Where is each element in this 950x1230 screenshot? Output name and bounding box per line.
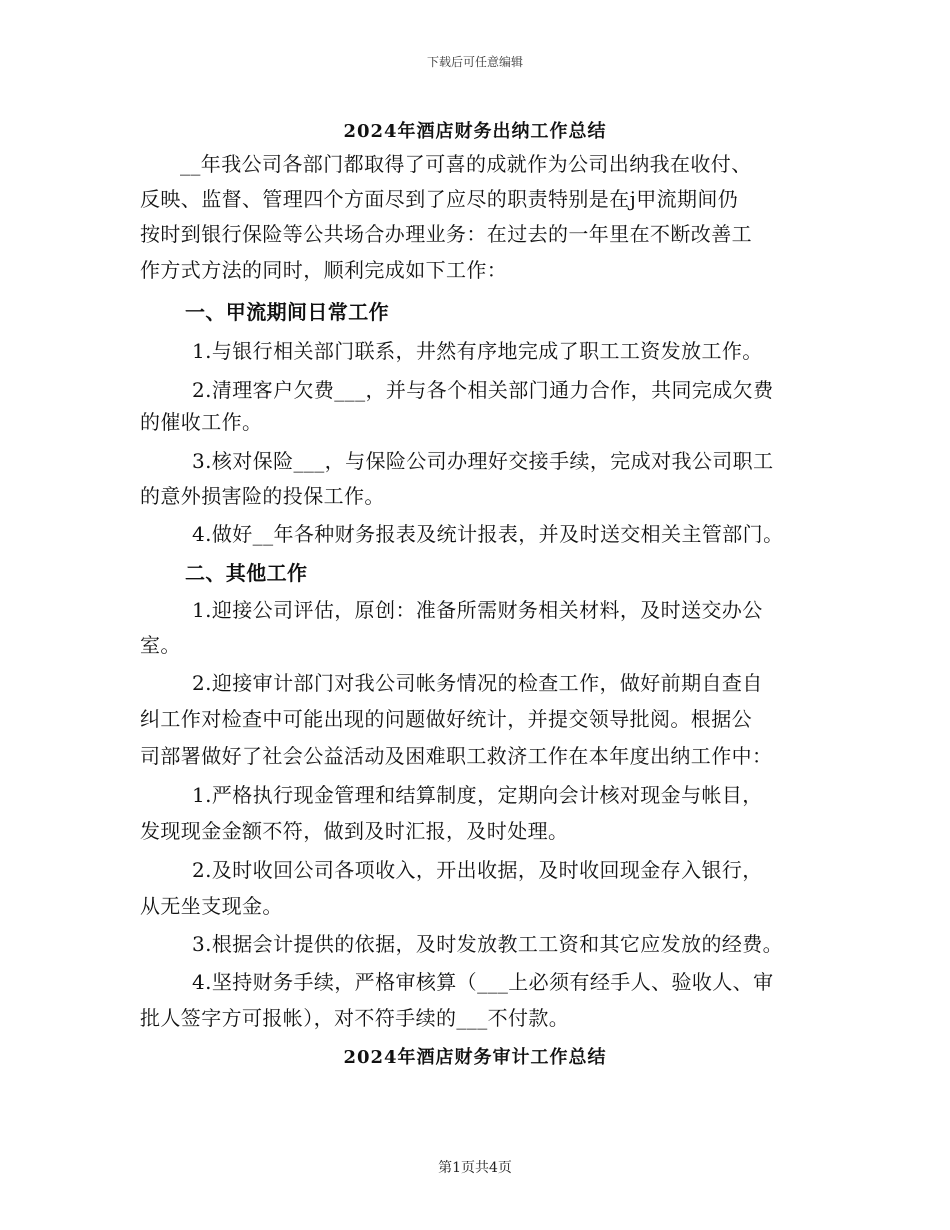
paragraph-line: 3.根据会计提供的依据，及时发放教工工资和其它应发放的经费。 [192,932,784,956]
paragraph-line: 3.核对保险___，与保险公司办理好交接手续，完成对我公司职工 [192,449,774,473]
page-footer: 第1页共4页 [438,1160,512,1176]
paragraph-line: 2.清理客户欠费___，并与各个相关部门通力合作，共同完成欠费 [192,378,774,402]
paragraph-line: 的意外损害险的投保工作。 [140,484,385,508]
paragraph-line: 发现现金金额不符，做到及时汇报，及时处理。 [140,819,569,843]
paragraph-line: 4.做好__年各种财务报表及统计报表，并及时送交相关主管部门。 [192,522,784,546]
document-title: 2024年酒店财务出纳工作总结 [343,121,607,142]
paragraph-line: 2.迎接审计部门对我公司帐务情况的检查工作，做好前期自查自 [192,671,763,695]
paragraph-line: 从无坐支现金。 [140,894,283,918]
paragraph-line: 批人签字方可报帐），对不符手续的___不付款。 [140,1006,570,1030]
section-heading: 一、甲流期间日常工作 [185,300,389,324]
paragraph-line: 1.与银行相关部门联系，井然有序地完成了职工工资发放工作。 [192,339,763,363]
paragraph-line: 1.严格执行现金管理和结算制度，定期向会计核对现金与帐目， [192,783,763,807]
paragraph-line: 反映、监督、管理四个方面尽到了应尽的职责特别是在j甲流期间仍 [140,187,739,211]
paragraph-line: 作方式方法的同时，顺利完成如下工作： [140,258,508,282]
header-note: 下载后可任意编辑 [426,55,523,69]
paragraph-line: __年我公司各部门都取得了可喜的成就作为公司出纳我在收付、 [180,152,752,176]
section-heading: 二、其他工作 [185,561,308,585]
paragraph-line: 纠工作对检查中可能出现的问题做好统计，并提交领导批阅。根据公 [140,707,752,731]
paragraph-line: 室。 [140,633,181,657]
paragraph-line: 2.及时收回公司各项收入，开出收据，及时收回现金存入银行， [192,858,763,882]
paragraph-line: 司部署做好了社会公益活动及困难职工救济工作在本年度出纳工作中： [140,744,773,768]
paragraph-line: 按时到银行保险等公共场合办理业务：在过去的一年里在不断改善工 [140,222,752,246]
paragraph-line: 1.迎接公司评估，原创：准备所需财务相关材料，及时送交办公 [192,598,763,622]
paragraph-line: 的催收工作。 [140,410,263,434]
second-title: 2024年酒店财务审计工作总结 [343,1047,607,1068]
paragraph-line: 4.坚持财务手续，严格审核算（___上必须有经手人、验收人、审 [192,970,774,994]
